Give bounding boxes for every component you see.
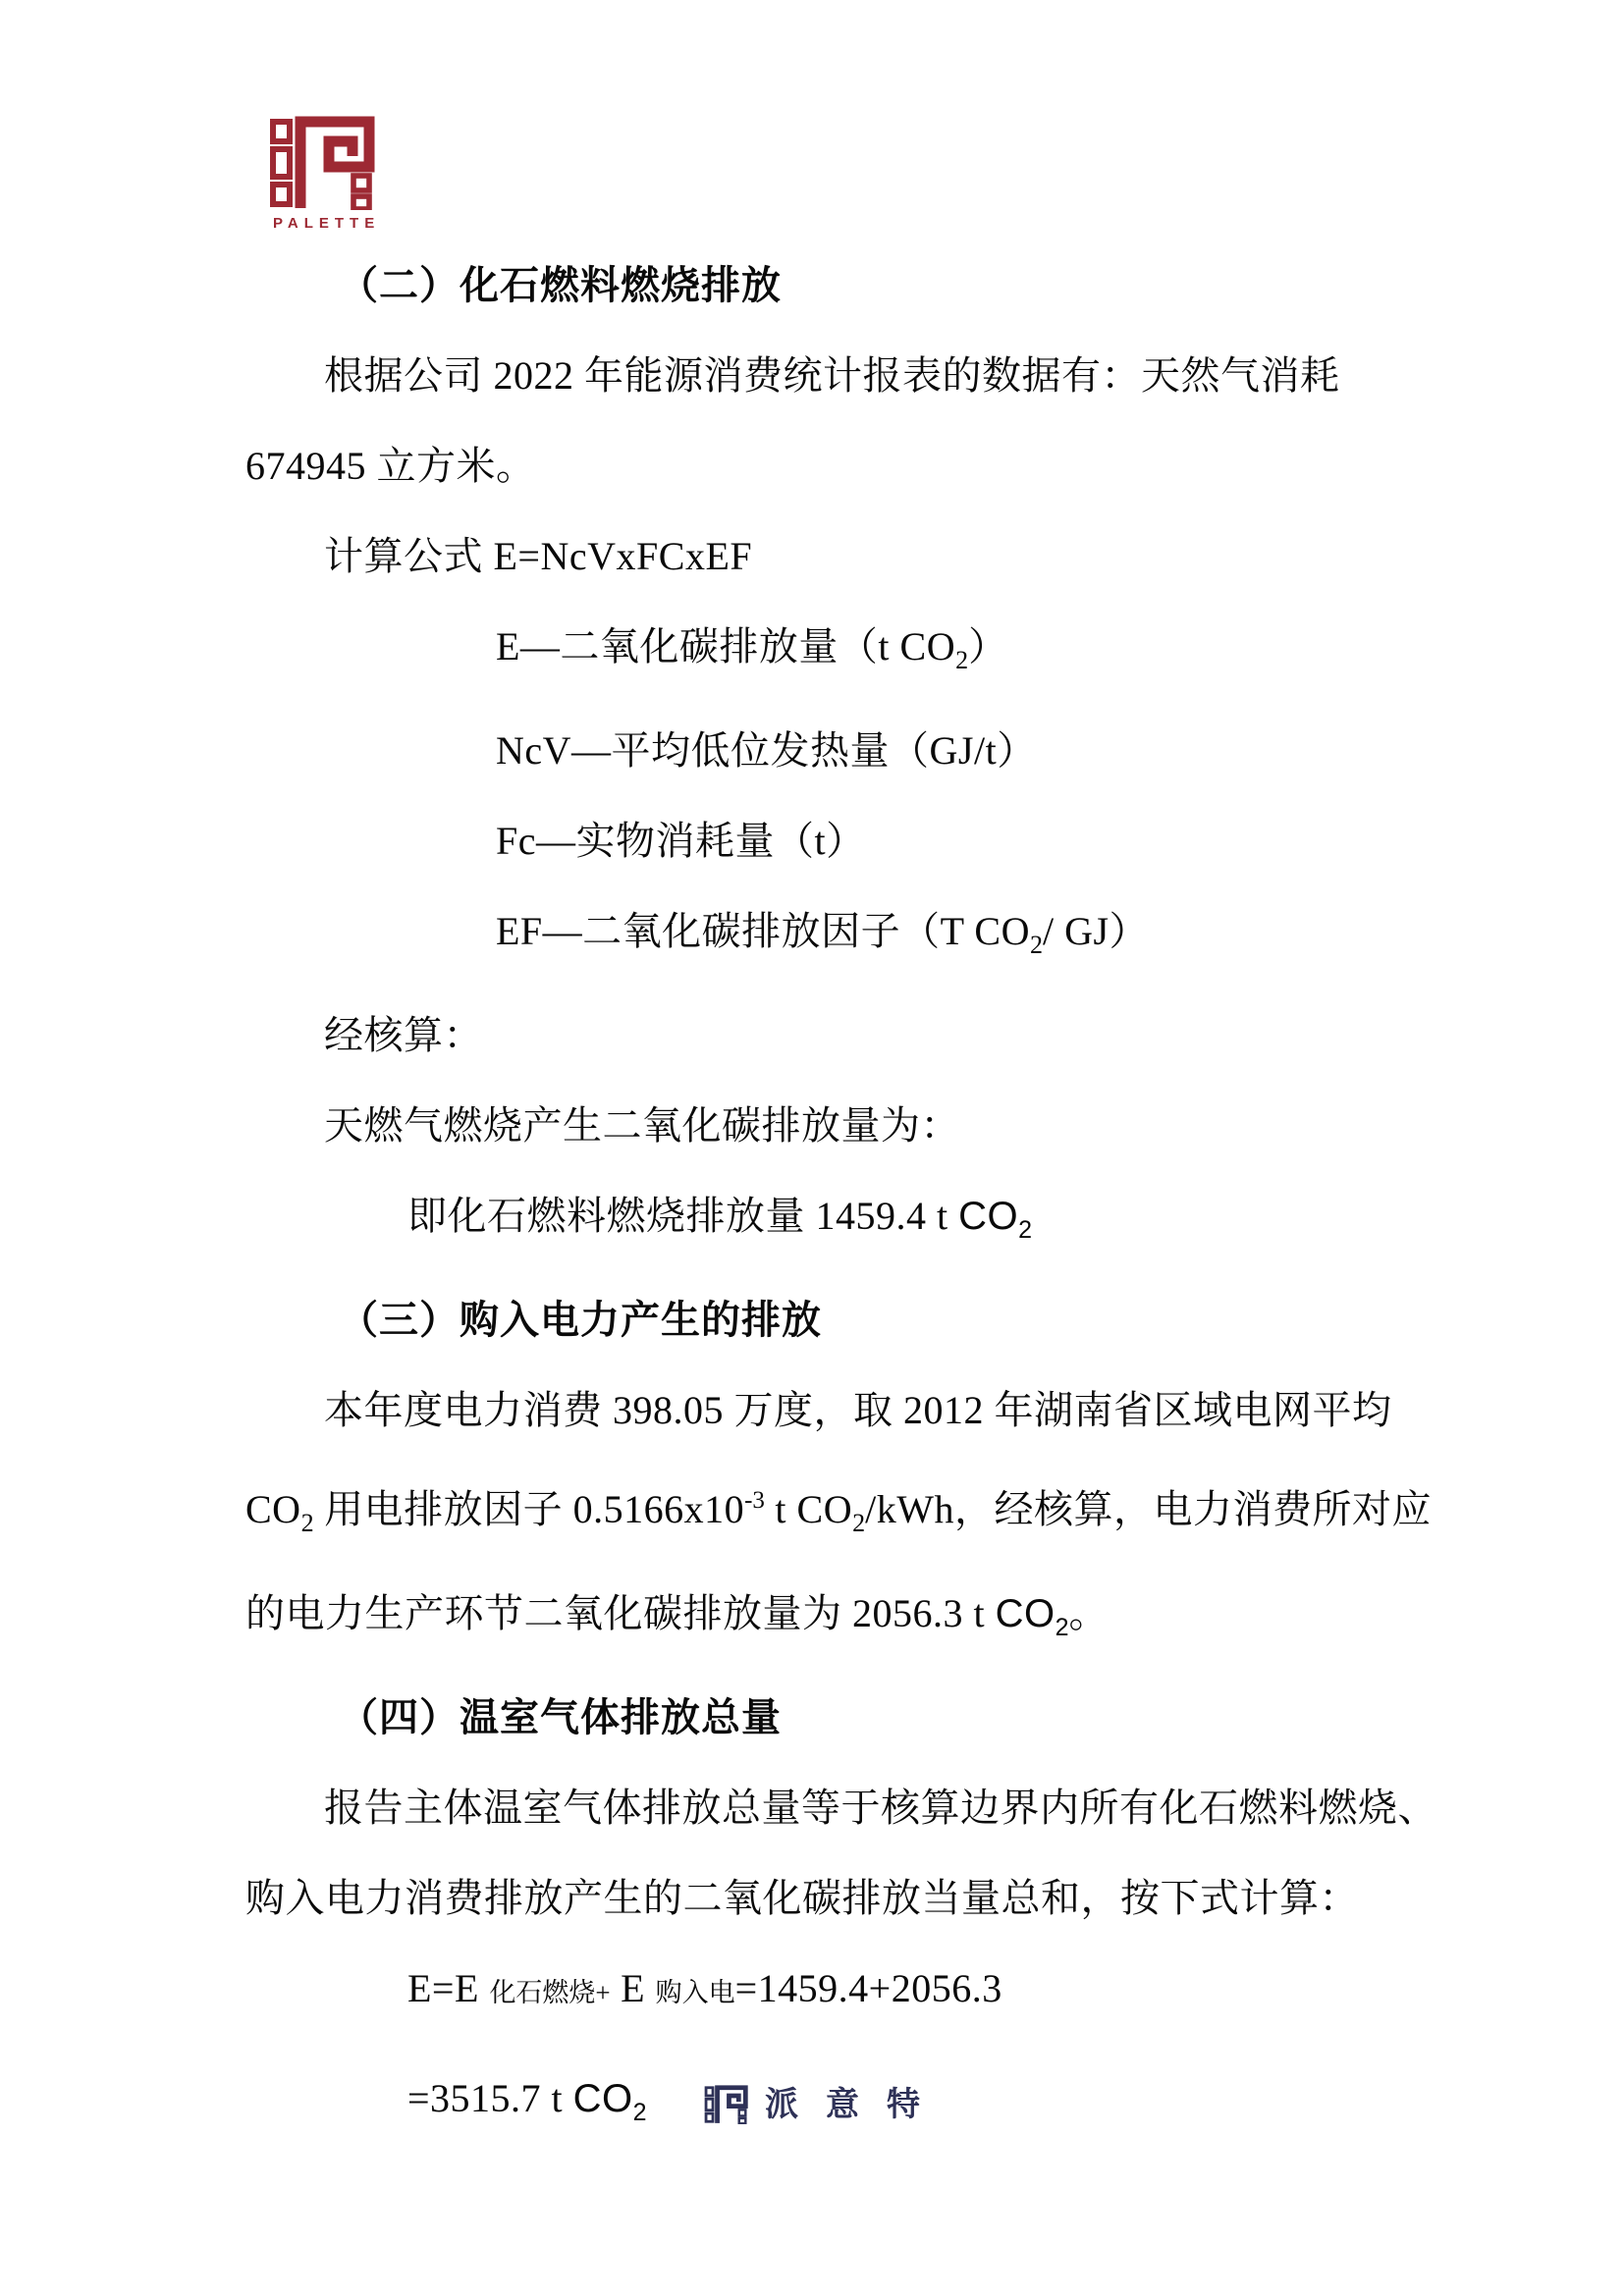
text-run: 2 bbox=[1055, 1614, 1069, 1641]
text-run: 购入电力消费排放产生的二氧化碳排放当量总和，按下式计算： bbox=[245, 1876, 1359, 1920]
text-run: 2 bbox=[955, 646, 969, 674]
text-run: CO bbox=[245, 1487, 301, 1531]
text-run: E—二氧化碳排放量（t CO bbox=[496, 624, 956, 668]
text-run: 。 bbox=[1068, 1591, 1110, 1635]
text-run: （三）购入电力产生的排放 bbox=[339, 1299, 822, 1342]
text-run: EF—二氧化碳排放因子（T CO bbox=[496, 909, 1030, 953]
palette-logo-wordmark: PALETTE bbox=[273, 215, 381, 232]
text-run: Fc—实物消耗量（t） bbox=[496, 819, 866, 863]
text-run: 2 bbox=[632, 2099, 647, 2126]
footer-logo-wordmark: 派意特 bbox=[765, 2086, 947, 2123]
text-run: NcV—平均低位发热量（GJ/t） bbox=[496, 728, 1037, 773]
text-line bbox=[324, 353, 1483, 399]
section-heading bbox=[339, 1695, 1483, 1740]
text-run: =1459.4+2056.3 bbox=[734, 1966, 1002, 2010]
text-line bbox=[496, 909, 1483, 968]
text-run: -3 bbox=[744, 1487, 765, 1514]
text-line bbox=[324, 1388, 1483, 1433]
text-run: 的电力生产环节二氧化碳排放量为 2056.3 t bbox=[245, 1591, 996, 1635]
text-run: 2 bbox=[1029, 931, 1043, 959]
paiyite-logo-mark-icon bbox=[704, 2085, 749, 2124]
section-heading bbox=[339, 1298, 1483, 1343]
text-run: =3515.7 t bbox=[407, 2076, 573, 2120]
text-run: 2 bbox=[300, 1509, 314, 1537]
text-run: （二）化石燃料燃烧排放 bbox=[339, 264, 782, 307]
text-line bbox=[245, 1876, 1483, 1921]
text-run: E=E bbox=[407, 1966, 490, 2010]
text-line bbox=[245, 1478, 1483, 1546]
text-run: 本年度电力消费 398.05 万度，取 2012 年湖南省区域电网平均 bbox=[324, 1388, 1392, 1432]
text-line bbox=[324, 1013, 1483, 1058]
text-run: E bbox=[610, 1966, 656, 2010]
text-run: 化石燃烧+ bbox=[489, 1978, 611, 2007]
text-line bbox=[324, 1103, 1483, 1148]
text-run: CO bbox=[572, 2077, 633, 2120]
text-run: 2 bbox=[852, 1509, 866, 1537]
text-run: 报告主体温室气体排放总量等于核算边界内所有化石燃料燃烧、 bbox=[324, 1786, 1437, 1830]
text-run: 用电排放因子 0.5166x10 bbox=[313, 1487, 745, 1531]
text-run: t CO bbox=[764, 1487, 853, 1531]
text-run: CO bbox=[958, 1195, 1019, 1238]
text-run: 经核算： bbox=[324, 1013, 483, 1057]
text-line bbox=[407, 1966, 1483, 2015]
text-line bbox=[324, 534, 1483, 579]
text-run: 即化石燃料燃烧排放量 1459.4 t bbox=[407, 1194, 959, 1238]
text-run: 购入电 bbox=[655, 1978, 735, 2007]
text-run: 计算公式 E=NcVxFCxEF bbox=[324, 534, 753, 578]
text-line bbox=[407, 1194, 1483, 1253]
text-run: 天燃气燃烧产生二氧化碳排放量为： bbox=[324, 1103, 960, 1148]
text-run: 674945 立方米。 bbox=[245, 444, 536, 488]
text-run: 2 bbox=[1018, 1216, 1033, 1244]
text-run: （四）温室气体排放总量 bbox=[339, 1696, 782, 1739]
text-line bbox=[245, 1591, 1483, 1650]
text-run: 根据公司 2022 年能源消费统计报表的数据有：天然气消耗 bbox=[324, 353, 1340, 398]
text-line bbox=[496, 728, 1483, 774]
document-content bbox=[245, 0, 1483, 2135]
footer-logo bbox=[704, 2085, 947, 2124]
text-line bbox=[245, 444, 1483, 489]
text-line bbox=[496, 624, 1483, 683]
text-line bbox=[496, 819, 1483, 864]
text-run: / GJ） bbox=[1042, 909, 1150, 953]
text-line bbox=[324, 1786, 1483, 1831]
text-run: CO bbox=[995, 1592, 1056, 1635]
text-run: /kWh，经核算，电力消费所对应 bbox=[865, 1487, 1432, 1531]
section-heading bbox=[339, 263, 1483, 308]
text-run: ） bbox=[968, 624, 1008, 668]
